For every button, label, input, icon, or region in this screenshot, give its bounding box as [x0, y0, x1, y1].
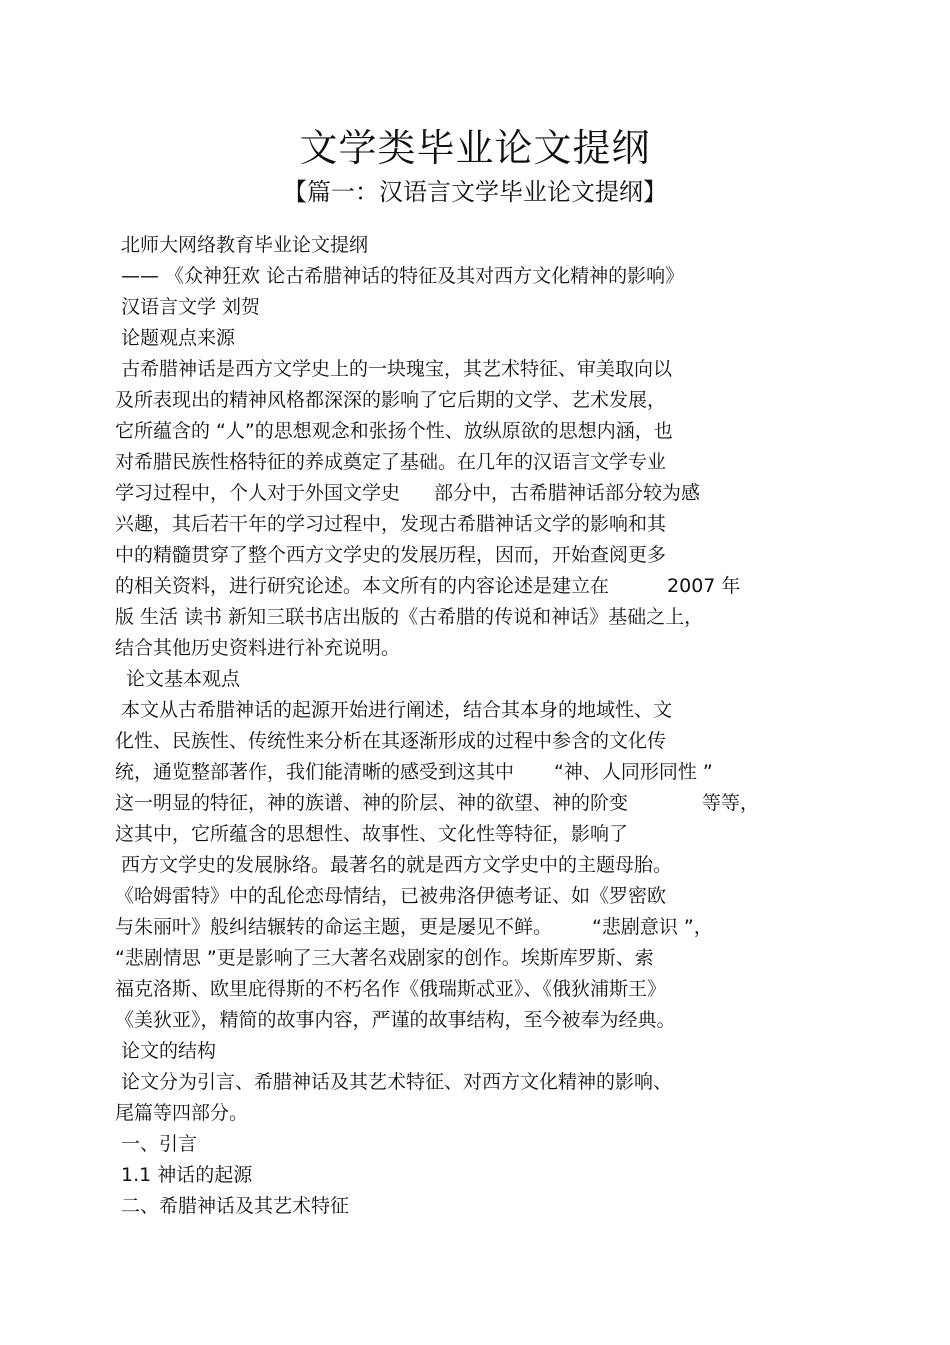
text-segment: 等等， [702, 792, 760, 814]
text-segment: 的相关资料，进行研究论述。本文所有的内容论述是建立在 [115, 575, 610, 597]
paragraph-line: 西方文学史的发展脉络。最著名的就是西方文学史中的主题母胎。 [121, 854, 673, 876]
section-heading-origin: 论题观点来源 [121, 327, 236, 349]
paragraph-line [115, 571, 875, 602]
text-segment: 部分中，古希腊神话部分较为感 [434, 482, 701, 504]
outline-item: 一、引言 [121, 1133, 198, 1155]
paragraph-line: 论文分为引言、希腊神话及其艺术特征、对西方文化精神的影响、 [121, 1071, 673, 1093]
section-heading-structure: 论文的结构 [121, 1040, 217, 1062]
text-segment: 2007 年 [667, 575, 741, 597]
paragraph-line: 《哈姆雷特》中的乱伦恋母情结，已被弗洛伊德考证、如《罗密欧 [115, 885, 667, 907]
paragraph-line: 结合其他历史资料进行补充说明。 [115, 637, 401, 659]
author-line: 汉语言文学 刘贺 [121, 296, 261, 318]
paragraph-line: 版 生活 读书 新知三联书店出版的《古希腊的传说和神话》基础之上， [115, 606, 704, 628]
outline-item: 1.1 神话的起源 [121, 1164, 253, 1186]
thesis-title-line: —— 《众神狂欢 论古希腊神话的特征及其对西方文化精神的影响》 [121, 265, 685, 287]
paragraph-line: 尾篇等四部分。 [115, 1102, 249, 1124]
text-segment: “神、人同形同性 ” [554, 761, 713, 783]
paragraph-line: 《美狄亚》，精简的故事内容，严谨的故事结构，至今被奉为经典。 [115, 1009, 676, 1031]
paragraph-line [115, 478, 875, 509]
paragraph-line: 它所蕴含的 “人”的思想观念和张扬个性、放纵原欲的思想内涵，也 [115, 420, 673, 442]
paragraph-line: 本文从古希腊神话的起源开始进行阐述，结合其本身的地域性、文 [121, 699, 673, 721]
section-heading-views: 论文基本观点 [126, 668, 241, 690]
document-title: 文学类毕业论文提纲 [299, 126, 651, 170]
paragraph-line: “悲剧情思 ”更是影响了三大著名戏剧家的创作。埃斯库罗斯、索 [115, 947, 654, 969]
text-segment: 统，通览整部著作，我们能清晰的感受到这其中 [115, 761, 515, 783]
paragraph-line: 兴趣，其后若干年的学习过程中，发现古希腊神话文学的影响和其 [115, 513, 667, 535]
paragraph-line [115, 912, 875, 943]
paragraph-line: 对希腊民族性格特征的养成奠定了基础。在几年的汉语言文学专业 [115, 451, 667, 473]
paragraph-line [115, 788, 875, 819]
paragraph-line: 这其中，它所蕴含的思想性、故事性、文化性等特征，影响了 [115, 823, 629, 845]
paragraph-line: 福克洛斯、欧里庇得斯的不朽名作《俄瑞斯忒亚》、《俄狄浦斯王》 [115, 978, 667, 1000]
paragraph-line: 及所表现出的精神风格都深深的影响了它后期的文学、艺术发展， [115, 389, 667, 411]
outline-item: 二、希腊神话及其艺术特征 [121, 1195, 350, 1217]
text-segment: 这一明显的特征，神的族谱、神的阶层、神的欲望、神的阶变 [115, 792, 629, 814]
text-segment: 学习过程中，个人对于外国文学史 [115, 482, 401, 504]
paragraph-line: 中的精髓贯穿了整个西方文学史的发展历程，因而，开始查阅更多 [115, 544, 667, 566]
school-heading: 北师大网络教育毕业论文提纲 [121, 234, 369, 256]
document-subtitle: 【篇一：汉语言文学毕业论文提纲】 [283, 178, 667, 206]
document-body [115, 230, 875, 1222]
paragraph-line [115, 757, 875, 788]
text-segment: 与朱丽叶》般纠结辗转的命运主题，更是屡见不鲜。 [115, 916, 553, 938]
paragraph-line: 化性、民族性、传统性来分析在其逐渐形成的过程中参含的文化传 [115, 730, 667, 752]
text-segment: “悲剧意识 ”， [592, 916, 713, 938]
paragraph-line: 古希腊神话是西方文学史上的一块瑰宝，其艺术特征、审美取向以 [121, 358, 673, 380]
